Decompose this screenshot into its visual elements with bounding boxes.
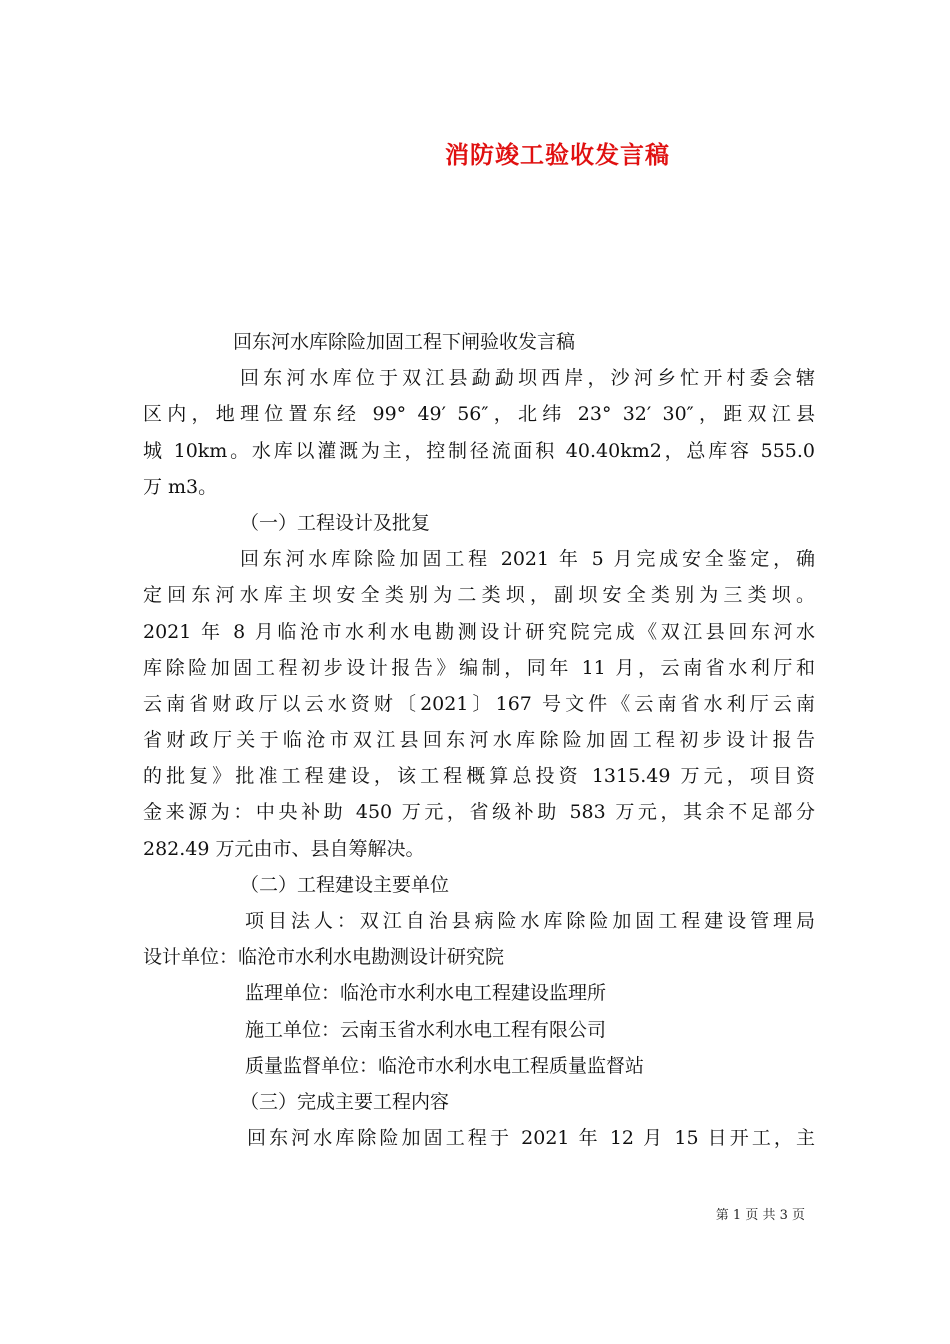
paragraph-line: 2021 年 8 月临沧市水利水电勘测设计研究院完成《双江县回东河水 (143, 620, 815, 643)
paragraph-line: 城 10km。水库以灌溉为主，控制径流面积 40.40km2，总库容 555.0 (143, 439, 815, 462)
paragraph-line: 省财政厅关于临沧市双江县回东河水库除险加固工程初步设计报告 (143, 729, 815, 752)
paragraph-line: （二）工程建设主要单位 (240, 873, 450, 896)
paragraph-line: （一）工程设计及批复 (240, 511, 431, 534)
paragraph-line: （三）完成主要工程内容 (240, 1090, 450, 1113)
paragraph-line: 回东河水库位于双江县勐勐坝西岸，沙河乡忙开村委会辖 (240, 367, 815, 390)
paragraph-line: 云南省财政厅以云水资财〔2021〕167 号文件《云南省水利厅云南 (143, 692, 815, 715)
paragraph-line: 金来源为：中央补助 450 万元，省级补助 583 万元，其余不足部分 (143, 801, 815, 824)
paragraph-line: 项目法人：双江自治县病险水库除险加固工程建设管理局 (245, 910, 815, 932)
document-title: 消防竣工验收发言稿 (445, 140, 670, 169)
paragraph-line: 监理单位：临沧市水利水电工程建设监理所 (245, 982, 607, 1005)
paragraph-line: 定回东河水库主坝安全类别为二类坝，副坝安全类别为三类坝。 (143, 584, 815, 607)
paragraph-line: 回东河水库除险加固工程下闸验收发言稿 (233, 331, 576, 353)
paragraph-line: 282.49 万元由市、县自筹解决。 (143, 837, 425, 860)
page-footer: 第 1 页 共 3 页 (715, 1208, 805, 1223)
paragraph-line: 万 m3。 (143, 475, 218, 498)
paragraph-line: 质量监督单位：临沧市水利水电工程质量监督站 (245, 1054, 645, 1077)
paragraph-line: 回东河水库除险加固工程于 2021 年 12 月 15 日开工，主 (247, 1127, 815, 1150)
document-body (143, 324, 815, 1156)
paragraph-line: 设计单位：临沧市水利水电勘测设计研究院 (143, 946, 505, 969)
paragraph-line: 的批复》批准工程建设，该工程概算总投资 1315.49 万元，项目资 (143, 765, 815, 788)
paragraph-line: 库除险加固工程初步设计报告》编制，同年 11 月，云南省水利厅和 (143, 656, 815, 679)
paragraph-line: 施工单位：云南玉省水利水电工程有限公司 (245, 1018, 607, 1041)
paragraph-line: 回东河水库除险加固工程 2021 年 5 月完成安全鉴定，确 (240, 548, 815, 571)
paragraph-line: 区内，地理位置东经 99° 49′ 56″，北纬 23° 32′ 30″，距双江县 (143, 403, 815, 426)
